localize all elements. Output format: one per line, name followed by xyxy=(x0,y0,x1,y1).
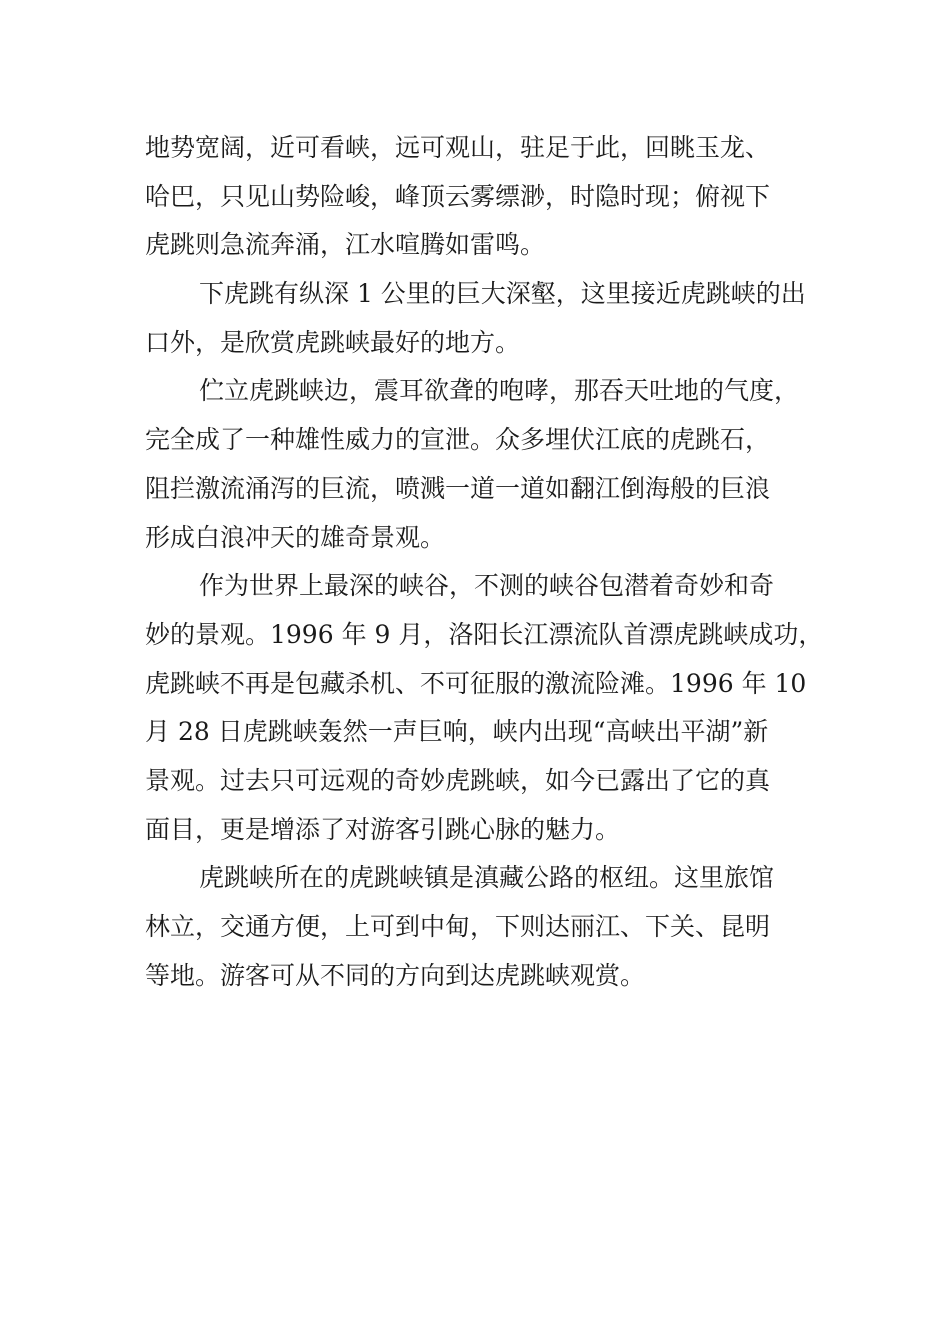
text-line: 虎跳则急流奔涌，江水喧腾如雷鸣。 xyxy=(145,230,546,260)
text-line: 完全成了一种雄性威力的宣泄。众多埋伏江底的虎跳石， xyxy=(145,425,771,455)
text-line: 形成白浪冲天的雄奇景观。 xyxy=(145,522,446,552)
text-line: 虎跳峡所在的虎跳峡镇是滇藏公路的枢纽。这里旅馆 xyxy=(199,863,775,893)
paragraph xyxy=(145,270,835,367)
text-line: 面目，更是增添了对游客引跳心脉的魅力。 xyxy=(145,814,621,844)
body-text xyxy=(145,124,835,1000)
text-line: 阻拦激流涌泻的巨流，喷溅一道一道如翻江倒海般的巨浪 xyxy=(145,473,771,503)
text-line: 林立，交通方便，上可到中甸，下则达丽江、下关、昆明 xyxy=(145,912,771,941)
paragraph xyxy=(145,367,835,562)
text-line: 哈巴，只见山势险峻，峰顶云雾缥渺，时隐时现；俯视下 xyxy=(145,181,771,211)
text-line: 妙的景观。1996 年 9 月，洛阳长江漂流队首漂虎跳峡成功， xyxy=(145,619,824,649)
text-line: 虎跳峡不再是包藏杀机、不可征服的激流险滩。1996 年 10 xyxy=(145,668,807,698)
text-line: 景观。过去只可远观的奇妙虎跳峡，如今已露出了它的真 xyxy=(145,765,771,795)
text-line: 伫立虎跳峡边，震耳欲聋的咆哮，那吞天吐地的气度， xyxy=(199,376,800,406)
text-line: 等地。游客可从不同的方向到达虎跳峡观赏。 xyxy=(145,960,646,990)
text-line: 月 28 日虎跳峡轰然一声巨响，峡内出现“高峡出平湖”新 xyxy=(145,717,769,747)
paragraph xyxy=(145,854,835,1000)
text-line: 口外，是欣赏虎跳峡最好的地方。 xyxy=(145,327,521,357)
text-line: 地势宽阔，近可看峡，远可观山，驻足于此，回眺玉龙、 xyxy=(145,133,771,162)
text-line: 作为世界上最深的峡谷，不测的峡谷包潜着奇妙和奇 xyxy=(199,571,775,601)
paragraph xyxy=(145,562,835,854)
text-line: 下虎跳有纵深 1 公里的巨大深壑，这里接近虎跳峡的出 xyxy=(199,279,806,309)
paragraph xyxy=(145,124,835,270)
